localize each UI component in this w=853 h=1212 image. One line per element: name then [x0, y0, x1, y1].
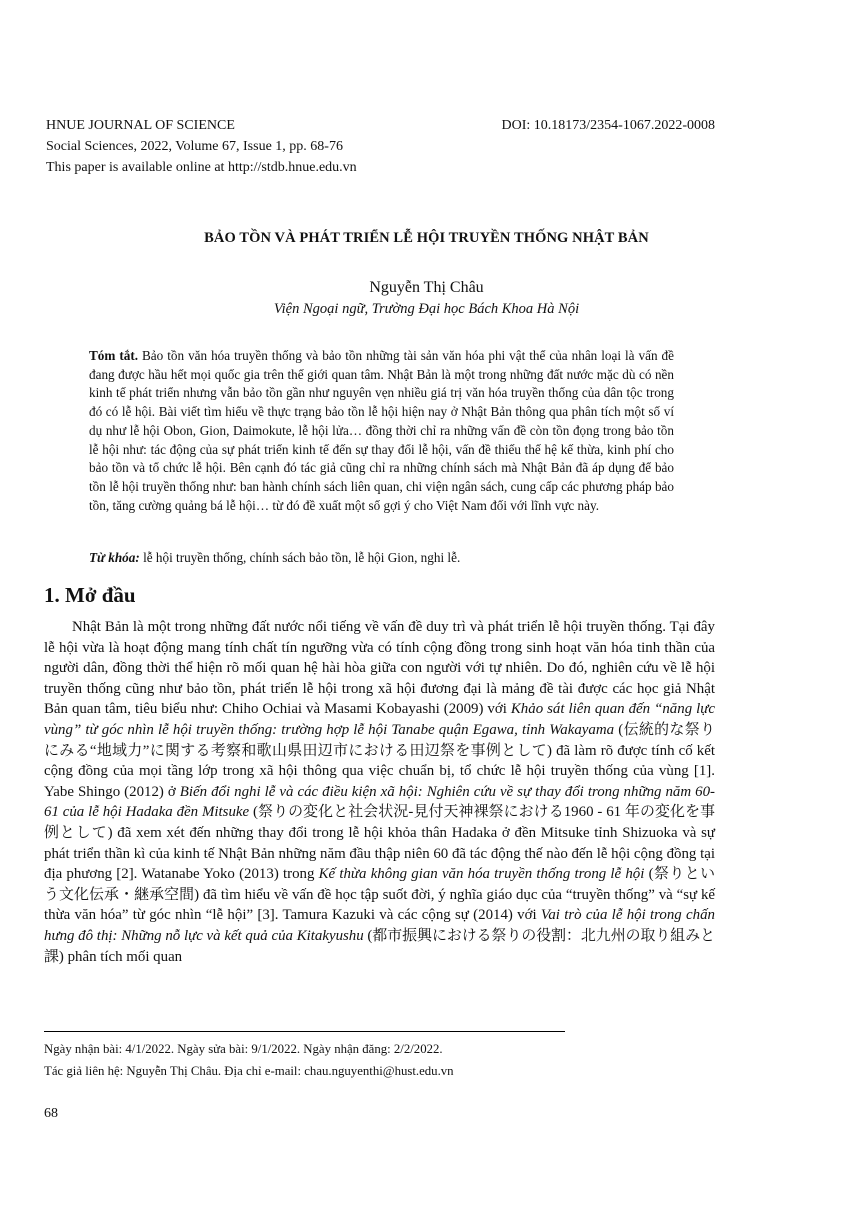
doi: DOI: 10.18173/2354-1067.2022-0008: [501, 118, 715, 133]
text-run: Nhật Bản là một trong những đất nước nổi tiếng về vấn đề duy trì và phát triển lễ hội truyền thống. Tại đây lễ hội vừa là hoạt động mang tính chất tín ngưỡng vừa có tính cộng đồng trong sinh hoạt văn hóa tinh thần của người dân, đồng thời thể hiện rõ mối quan hệ hài hòa giữa con người với tự nhiên. Do đó, nghiên cứu về lễ hội truyền thống cũng như bảo tồn, phát triển lễ hội trong xã hội đương đại là mảng đề tài được các học giả Nhật Bản quan tâm, tiêu biểu như: Chiho Ochiai và Masami Kobayashi (2009) với: [44, 619, 715, 718]
page-number: 68: [44, 1106, 58, 1121]
paragraph: [44, 617, 715, 967]
text-run: (都市振興における祭りの役割：北九州の取り組みと課) phân tích mối quan: [44, 927, 715, 965]
cited-title: Khảo sát liên quan đến “năng lực vùng” từ góc nhìn lễ hội truyền thống: trường hợp lễ hội Tanabe quận Egawa, tỉnh Wakayama: [44, 701, 715, 738]
section-heading: 1. Mở đầu: [44, 583, 136, 607]
author-name: Nguyễn Thị Châu: [369, 279, 484, 296]
issue-info: Social Sciences, 2022, Volume 67, Issue 1, pp. 68-76: [46, 139, 343, 154]
abstract-text: Bảo tồn văn hóa truyền thống và bảo tồn những tài sản văn hóa phi vật thể của nhân loại là vấn đề đang được hầu hết mọi quốc gia trên thế giới quan tâm. Nhật Bản là một trong những đất nước mặc dù có nền kinh tế phát triển nhưng vẫn bảo tồn gần như nguyên vẹn nhiều giá trị văn hóa truyền thống của dân tộc trong đó có lễ hội. Bài viết tìm hiểu về thực trạng bảo tồn lễ hội hiện nay ở Nhật Bản thông qua phân tích một số ví dụ như lễ hội Obon, Gion, Daimokute, lễ hội lửa… đồng thời chỉ ra những vấn đề còn tồn đọng trong bảo tồn lễ hội như: tác động của sự phát triển kinh tế đến sự thay đổi lễ hội, vấn đề thiếu thế hệ kế thừa, kinh phí cho bảo tồn và tổ chức lễ hội. Bên cạnh đó tác giả cũng chỉ ra những chính sách mà Nhật Bản đã áp dụng để bảo tồn lễ hội truyền thống như: ban hành chính sách liên quan, chi viện ngân sách, cung cấp các phương pháp bảo tồn, tăng cường quảng bá lễ hội… từ đó đề xuất một số gợi ý cho Việt Nam đối với lĩnh vực này.: [89, 348, 674, 513]
text-run: (祭りという文化伝承・継承空間) đã tìm hiểu về vấn đề học tập suốt đời, ý nghĩa giáo dục của “truyền thống” và “sự kế thừa văn hóa” từ góc nhìn “lễ hội” [3]. Tamura Kazuki và các cộng sự (2014) với: [44, 866, 715, 924]
keywords-text: lễ hội truyền thống, chính sách bảo tồn, lễ hội Gion, nghi lễ.: [143, 550, 461, 565]
text-run: (伝統的な祭りにみる“地域力”に関する考察和歌山県田辺市における田辺祭を事例として) đã làm rõ được tính cố kết cộng đồng của mọi tầng lớp trong xã hội thông qua việc chuẩn bị, tổ chức lễ hội truyền thống của vùng [1]. Yabe Shingo (2012) ở: [44, 721, 716, 800]
footnote-dates: Ngày nhận bài: 4/1/2022. Ngày sửa bài: 9/1/2022. Ngày nhận đăng: 2/2/2022.: [44, 1042, 443, 1056]
author-affiliation: Viện Ngoại ngữ, Trường Đại học Bách Khoa Hà Nội: [273, 301, 580, 317]
cited-title: Kế thừa không gian văn hóa truyền thống trong lễ hội: [318, 866, 645, 883]
journal-name: HNUE JOURNAL OF SCIENCE: [46, 118, 235, 133]
text-run: (祭りの変化と社会状況-見付天神裸祭における1960 - 61 年の変化を事例として) đã xem xét đến những thay đổi trong lễ hội khỏa thân Hadaka ở đền Mitsuke tỉnh Shizuoka và sự phát triển thần kì của kinh tế Nhật Bản những năm đầu thập niên 60 đã tác động thế nào đến lễ hội cộng đồng tại địa phương [2]. Watanabe Yoko (2013) trong: [44, 804, 715, 883]
footnote-contact: Tác giả liên hệ: Nguyễn Thị Châu. Địa chỉ e-mail: chau.nguyenthi@hust.edu.vn: [44, 1064, 454, 1078]
abstract: [89, 347, 674, 515]
abstract-label: Tóm tắt.: [89, 348, 139, 363]
keywords-label: Từ khóa:: [89, 550, 140, 565]
cited-title: Vai trò của lễ hội trong chấn hưng đô thị: Những nỗ lực và kết quả của Kitakyushu: [44, 907, 715, 944]
footnote-divider: [44, 1031, 565, 1032]
section-body: [44, 617, 715, 967]
keywords: [89, 548, 674, 567]
cited-title: Biến đổi nghi lễ và các điều kiện xã hội: Nghiên cứu về sự thay đổi trong những năm 60-61 của lễ hội Hadaka đền Mitsuke: [44, 783, 715, 821]
availability-note: This paper is available online at http://stdb.hnue.edu.vn: [46, 160, 357, 175]
article-title: BẢO TỒN VÀ PHÁT TRIỂN LỄ HỘI TRUYỀN THỐNG NHẬT BẢN: [204, 230, 649, 246]
